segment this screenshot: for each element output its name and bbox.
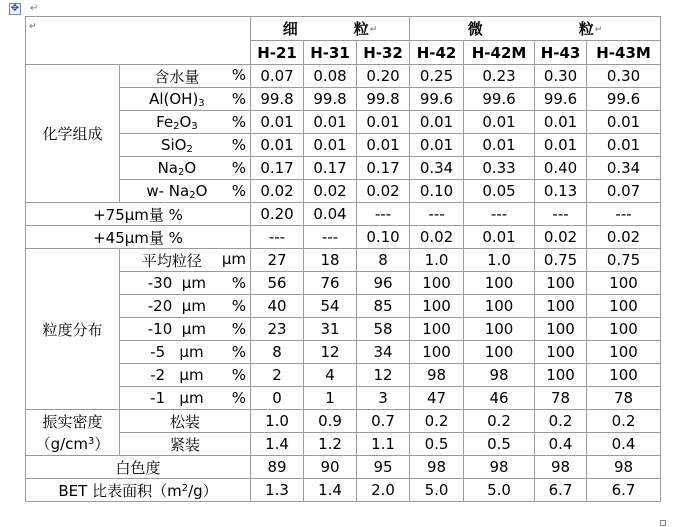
- table-cell: 1.2: [304, 433, 357, 456]
- table-cell: 100: [410, 272, 464, 295]
- table-cell: 0.01: [251, 134, 304, 157]
- table-cell: 0.34: [410, 157, 464, 180]
- row-label: -30 μm %: [120, 272, 251, 295]
- density-label-line-1: 振实密度: [42, 412, 103, 431]
- table-cell: 54: [304, 295, 357, 318]
- row-label: $Na_2O$ %: [120, 157, 251, 180]
- table-cell: 0.10: [410, 180, 464, 203]
- chem-row-na2o: [26, 157, 661, 180]
- sieve-row-75: [26, 203, 661, 226]
- table-cell: 5.0: [410, 479, 464, 502]
- table-cell: 90: [304, 456, 357, 479]
- table-cell: 46: [464, 387, 535, 410]
- paragraph-mark-icon: ↵: [30, 3, 39, 14]
- row-label: -20 μm %: [120, 295, 251, 318]
- group-micro-char-1: 微: [467, 20, 483, 38]
- chem-row-fe2o3: [26, 111, 661, 134]
- table-cell: 8: [251, 341, 304, 364]
- table-cell: 0.02: [304, 180, 357, 203]
- group-micro-char-2: 粒: [578, 20, 594, 38]
- table-cell: 0.07: [587, 180, 661, 203]
- table-cell: 0.20: [251, 203, 304, 226]
- table-cell: 100: [535, 295, 587, 318]
- table-cell: 5.0: [464, 479, 535, 502]
- table-cell: ---: [357, 203, 410, 226]
- model-header: H-43: [535, 41, 587, 65]
- table-cell: 0.01: [357, 134, 410, 157]
- table-cell: 0.01: [464, 226, 535, 249]
- table-cell: 96: [357, 272, 410, 295]
- table-cell: 0.4: [587, 433, 661, 456]
- table-cell: 98: [410, 456, 464, 479]
- table-cell: 0.33: [464, 157, 535, 180]
- model-header: H-43M: [587, 41, 661, 65]
- table-cell: 100: [464, 295, 535, 318]
- row-label: 松装: [120, 410, 251, 433]
- table-cell: 99.8: [304, 88, 357, 111]
- table-cell: 0.01: [251, 111, 304, 134]
- table-cell: 0.01: [357, 111, 410, 134]
- row-label: SiO$_2$ %: [120, 134, 251, 157]
- table-cell: 100: [464, 341, 535, 364]
- table-cell: 31: [304, 318, 357, 341]
- particle-row-10: [26, 318, 661, 341]
- cell-end-mark: ↵: [29, 21, 37, 32]
- table-cell: 78: [587, 387, 661, 410]
- table-cell: 89: [251, 456, 304, 479]
- table-cell: 0.25: [410, 65, 464, 88]
- header-group-fine: 细 粒↵: [251, 17, 410, 41]
- table-cell: 76: [304, 272, 357, 295]
- table-cell: 1.4: [304, 479, 357, 502]
- table-cell: 0.23: [464, 65, 535, 88]
- table-cell: 0.01: [464, 111, 535, 134]
- table-cell: 58: [357, 318, 410, 341]
- table-cell: 0.02: [410, 226, 464, 249]
- table-cell: 0.2: [587, 410, 661, 433]
- table-cell: 0.01: [535, 111, 587, 134]
- table-cell: 0.02: [251, 180, 304, 203]
- table-cell: 1.0: [464, 249, 535, 272]
- table-cell: 99.6: [587, 88, 661, 111]
- table-cell: 100: [464, 272, 535, 295]
- chem-row-water: [26, 65, 661, 88]
- table-cell: 0.2: [410, 410, 464, 433]
- density-row-tapped: [26, 433, 661, 456]
- table-cell: 0.4: [535, 433, 587, 456]
- table-cell: 1.4: [251, 433, 304, 456]
- table-cell: 99.6: [464, 88, 535, 111]
- group-fine-char-2: 粒: [353, 20, 369, 38]
- table-cell: 100: [535, 364, 587, 387]
- table-cell: 100: [410, 295, 464, 318]
- table-cell: 0.08: [304, 65, 357, 88]
- spec-table: [25, 16, 661, 502]
- table-cell: 8: [357, 249, 410, 272]
- chem-row-sio2: [26, 134, 661, 157]
- table-cell: 0.01: [410, 111, 464, 134]
- table-cell: 0.9: [304, 410, 357, 433]
- row-label: 含水量 %: [120, 65, 251, 88]
- header-row-groups: [26, 17, 661, 41]
- row-label: -10 μm %: [120, 318, 251, 341]
- table-cell: 100: [410, 318, 464, 341]
- row-label: 平均粒径 μm: [120, 249, 251, 272]
- table-cell: 100: [587, 364, 661, 387]
- table-cell: 98: [535, 456, 587, 479]
- header-corner-cell: [26, 17, 251, 65]
- model-header: H-42M: [464, 41, 535, 65]
- row-label: 紧装: [120, 433, 251, 456]
- table-cell: 0.01: [304, 134, 357, 157]
- particle-group-label: 粒度分布: [26, 249, 120, 410]
- chem-row-w-na2o: [26, 180, 661, 203]
- particle-row-2: [26, 364, 661, 387]
- density-group-label: [26, 410, 120, 456]
- table-cell: ---: [251, 226, 304, 249]
- table-cell: 100: [410, 341, 464, 364]
- table-cell: 98: [410, 364, 464, 387]
- table-cell: 95: [357, 456, 410, 479]
- row-label: +75μm量 %: [26, 203, 251, 226]
- bet-row: [26, 479, 661, 502]
- density-label-line-2: $(g/cm^3)$: [35, 434, 110, 453]
- table-cell: 0.10: [357, 226, 410, 249]
- row-label: -2 μm %: [120, 364, 251, 387]
- particle-row-30: [26, 272, 661, 295]
- table-cell: 0.01: [587, 111, 661, 134]
- table-cell: 100: [535, 341, 587, 364]
- table-cell: 0.01: [304, 111, 357, 134]
- table-cell: 47: [410, 387, 464, 410]
- table-cell: 0.01: [464, 134, 535, 157]
- table-cell: 98: [587, 456, 661, 479]
- table-cell: ---: [304, 226, 357, 249]
- table-cell: 34: [357, 341, 410, 364]
- particle-row-20: [26, 295, 661, 318]
- table-cell: 100: [535, 272, 587, 295]
- table-cell: 0.05: [464, 180, 535, 203]
- table-cell: 0.17: [304, 157, 357, 180]
- table-cell: 12: [357, 364, 410, 387]
- model-header: H-42: [410, 41, 464, 65]
- table-cell: 0.7: [357, 410, 410, 433]
- table-cell: 0.01: [587, 134, 661, 157]
- model-header: H-21: [251, 41, 304, 65]
- table-cell: 3: [357, 387, 410, 410]
- table-resize-handle-icon[interactable]: [660, 520, 666, 526]
- table-cell: 0.34: [587, 157, 661, 180]
- table-cell: 12: [304, 341, 357, 364]
- row-label: +45μm量 %: [26, 226, 251, 249]
- table-cell: 6.7: [535, 479, 587, 502]
- table-cell: ---: [587, 203, 661, 226]
- table-cell: 27: [251, 249, 304, 272]
- table-cell: 1.1: [357, 433, 410, 456]
- table-cell: ---: [410, 203, 464, 226]
- table-cell: 40: [251, 295, 304, 318]
- table-cell: 0.2: [535, 410, 587, 433]
- table-cell: 0.07: [251, 65, 304, 88]
- row-label: BET 比表面积$(m^2/g)$: [26, 479, 251, 502]
- table-move-handle-icon[interactable]: ✥: [10, 3, 20, 14]
- chem-group-label: 化学组成: [26, 65, 120, 203]
- particle-row-mean: [26, 249, 661, 272]
- table-cell: 98: [464, 364, 535, 387]
- table-cell: 0.04: [304, 203, 357, 226]
- table-cell: 1.0: [251, 410, 304, 433]
- table-cell: 4: [304, 364, 357, 387]
- table-cell: 0.2: [464, 410, 535, 433]
- table-cell: 18: [304, 249, 357, 272]
- table-cell: 0.20: [357, 65, 410, 88]
- table-cell: 99.6: [410, 88, 464, 111]
- model-header: H-31: [304, 41, 357, 65]
- row-label: $Al(OH)_3$ %: [120, 88, 251, 111]
- table-cell: 0.17: [251, 157, 304, 180]
- particle-row-5: [26, 341, 661, 364]
- table-cell: 0.02: [587, 226, 661, 249]
- chem-row-aloh3: [26, 88, 661, 111]
- table-cell: 0.02: [535, 226, 587, 249]
- table-cell: 2: [251, 364, 304, 387]
- header-group-micro: 微 粒↵: [410, 17, 661, 41]
- particle-row-1: [26, 387, 661, 410]
- table-cell: 100: [587, 318, 661, 341]
- density-row-loose: [26, 410, 661, 433]
- table-cell: 100: [587, 272, 661, 295]
- table-cell: 99.8: [251, 88, 304, 111]
- table-cell: 0.5: [464, 433, 535, 456]
- table-cell: ---: [535, 203, 587, 226]
- table-cell: 98: [464, 456, 535, 479]
- table-cell: 100: [464, 318, 535, 341]
- table-cell: 6.7: [587, 479, 661, 502]
- table-cell: 0.40: [535, 157, 587, 180]
- table-cell: 0.17: [357, 157, 410, 180]
- table-cell: 100: [587, 341, 661, 364]
- table-cell: 99.6: [535, 88, 587, 111]
- table-cell: 0.75: [587, 249, 661, 272]
- sieve-row-45: [26, 226, 661, 249]
- table-cell: 0.02: [357, 180, 410, 203]
- table-cell: 0.30: [587, 65, 661, 88]
- table-cell: 2.0: [357, 479, 410, 502]
- table-cell: 1.0: [410, 249, 464, 272]
- table-cell: 0.30: [535, 65, 587, 88]
- row-label: -5 μm %: [120, 341, 251, 364]
- model-header: H-32: [357, 41, 410, 65]
- table-cell: 1: [304, 387, 357, 410]
- whiteness-row: [26, 456, 661, 479]
- table-cell: 99.8: [357, 88, 410, 111]
- table-cell: 78: [535, 387, 587, 410]
- table-cell: 0.75: [535, 249, 587, 272]
- table-cell: 0: [251, 387, 304, 410]
- table-cell: 0.01: [535, 134, 587, 157]
- table-cell: 100: [587, 295, 661, 318]
- table-cell: 100: [535, 318, 587, 341]
- table-cell: 0.01: [410, 134, 464, 157]
- row-label: $Fe_2O_3$ %: [120, 111, 251, 134]
- table-cell: 56: [251, 272, 304, 295]
- row-label: 白色度: [26, 456, 251, 479]
- table-cell: 85: [357, 295, 410, 318]
- table-cell: 1.3: [251, 479, 304, 502]
- table-cell: 0.13: [535, 180, 587, 203]
- group-fine-char-1: 细: [282, 20, 298, 38]
- table-cell: ---: [464, 203, 535, 226]
- row-label: w- $Na_2O$ %: [120, 180, 251, 203]
- table-cell: 23: [251, 318, 304, 341]
- row-label: -1 μm %: [120, 387, 251, 410]
- table-cell: 0.5: [410, 433, 464, 456]
